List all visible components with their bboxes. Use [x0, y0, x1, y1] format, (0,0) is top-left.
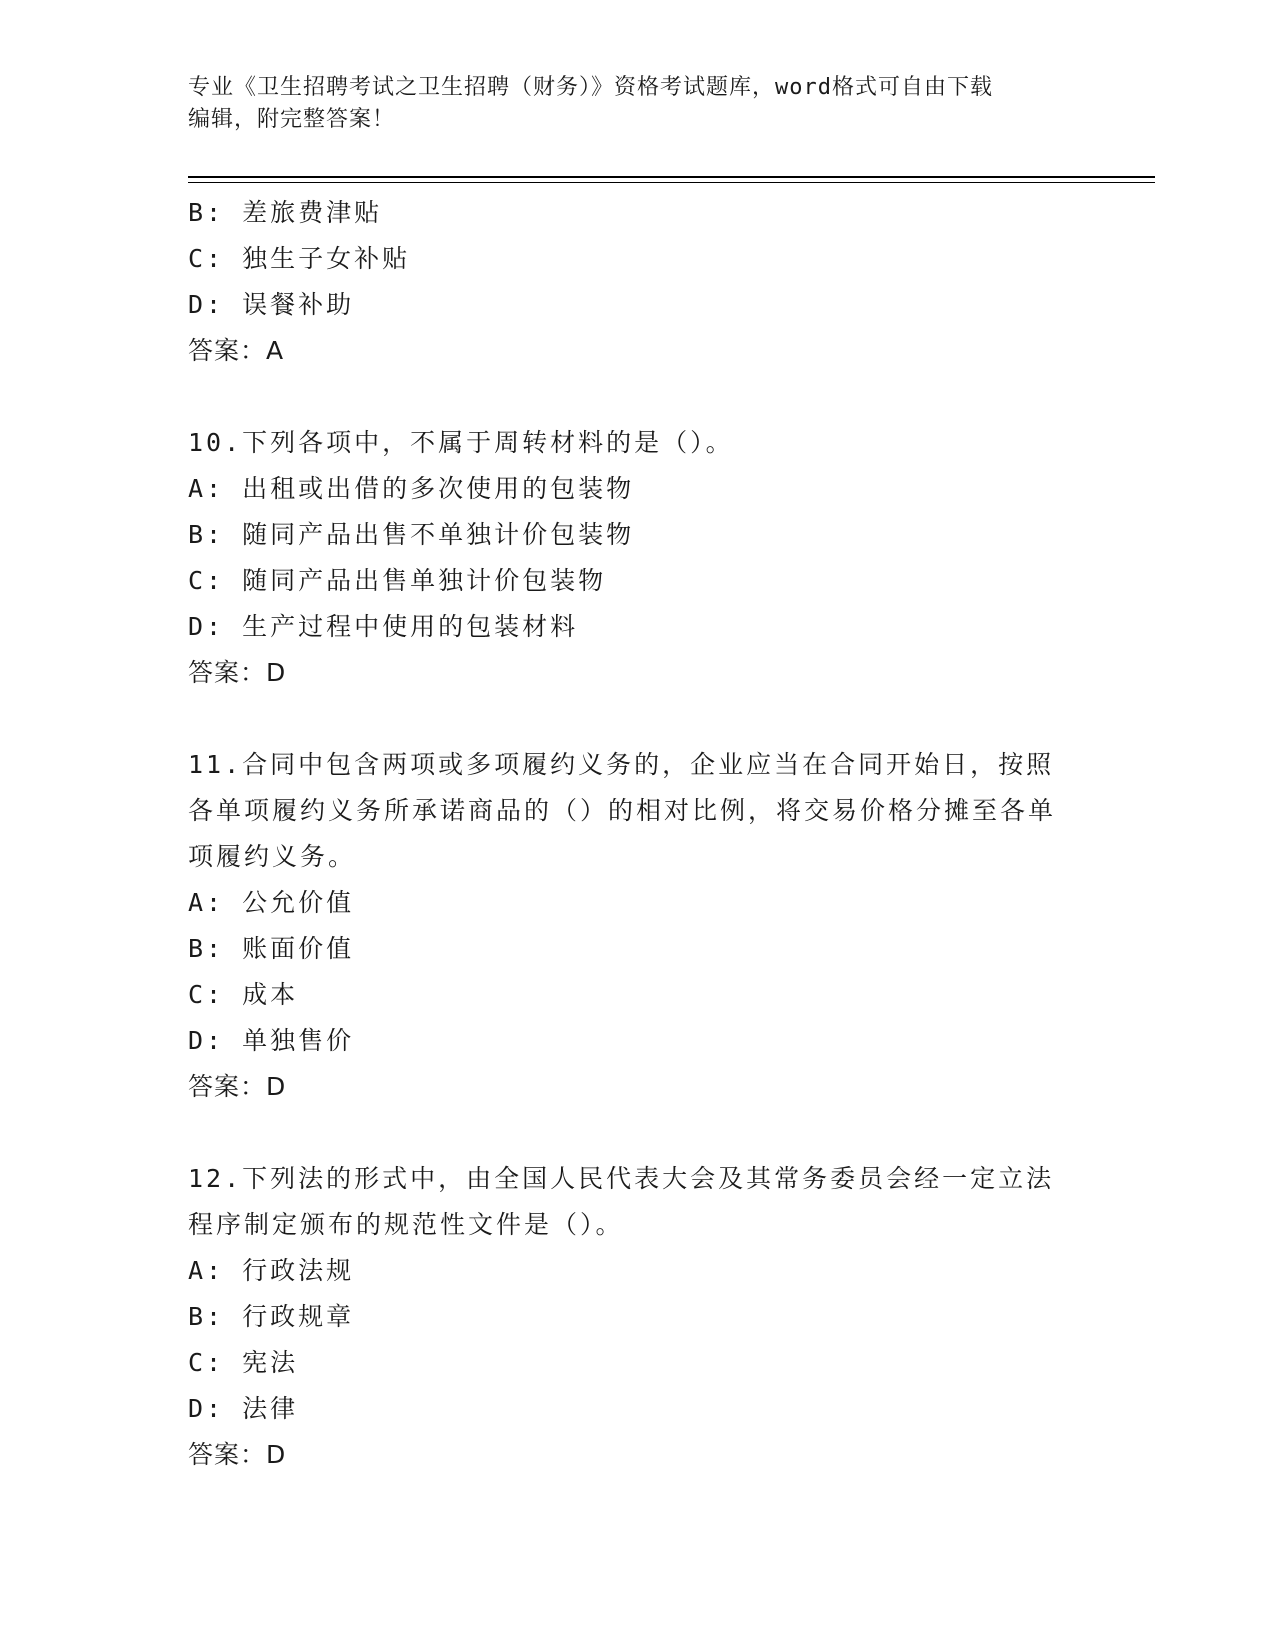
header-line-2: 编辑，附完整答案！	[188, 107, 396, 132]
answer-label: 答案：D	[188, 1440, 287, 1469]
option-b: B: 随同产品出售不单独计价包装物	[188, 520, 635, 549]
option-b: B: 账面价值	[188, 934, 355, 963]
option-d: D: 误餐补助	[188, 290, 355, 319]
option-a: A: 公允价值	[188, 888, 355, 917]
question-text: 11.合同中包含两项或多项履约义务的，企业应当在合同开始日，按照各单项履约义务所承诺商品的（）的相对比例，将交易价格分摊至各单项履约义务。	[188, 750, 1057, 871]
spacer	[188, 696, 1088, 742]
question-text: 12.下列法的形式中，由全国人民代表大会及其常务委员会经一定立法程序制定颁布的规范性文件是（）。	[188, 1164, 1055, 1239]
question-12	[188, 1156, 1088, 1478]
option-d: D: 单独售价	[188, 1026, 355, 1055]
option-d: D: 生产过程中使用的包装材料	[188, 612, 579, 641]
answer-label: 答案：D	[188, 658, 287, 687]
header-divider-thin	[188, 182, 1155, 183]
spacer	[188, 1110, 1088, 1156]
option-a: A: 行政法规	[188, 1256, 355, 1285]
question-9-continued	[188, 190, 1088, 374]
option-a: A: 出租或出借的多次使用的包装物	[188, 474, 635, 503]
answer-label: 答案：D	[188, 1072, 287, 1101]
header-divider-thick	[188, 176, 1155, 178]
question-list	[188, 190, 1088, 1478]
answer-label: 答案：A	[188, 336, 285, 365]
question-11	[188, 742, 1088, 1110]
option-d: D: 法律	[188, 1394, 299, 1423]
option-b: B: 行政规章	[188, 1302, 355, 1331]
option-b: B: 差旅费津贴	[188, 198, 383, 227]
option-c: C: 宪法	[188, 1348, 299, 1377]
option-c: C: 随同产品出售单独计价包装物	[188, 566, 607, 595]
option-c: C: 成本	[188, 980, 299, 1009]
question-text: 10.下列各项中，不属于周转材料的是（）。	[188, 428, 734, 457]
question-10	[188, 420, 1088, 696]
header-line-1: 专业《卫生招聘考试之卫生招聘（财务）》资格考试题库，word格式可自由下载	[188, 75, 993, 100]
spacer	[188, 374, 1088, 420]
document-header	[188, 72, 1088, 136]
option-c: C: 独生子女补贴	[188, 244, 411, 273]
